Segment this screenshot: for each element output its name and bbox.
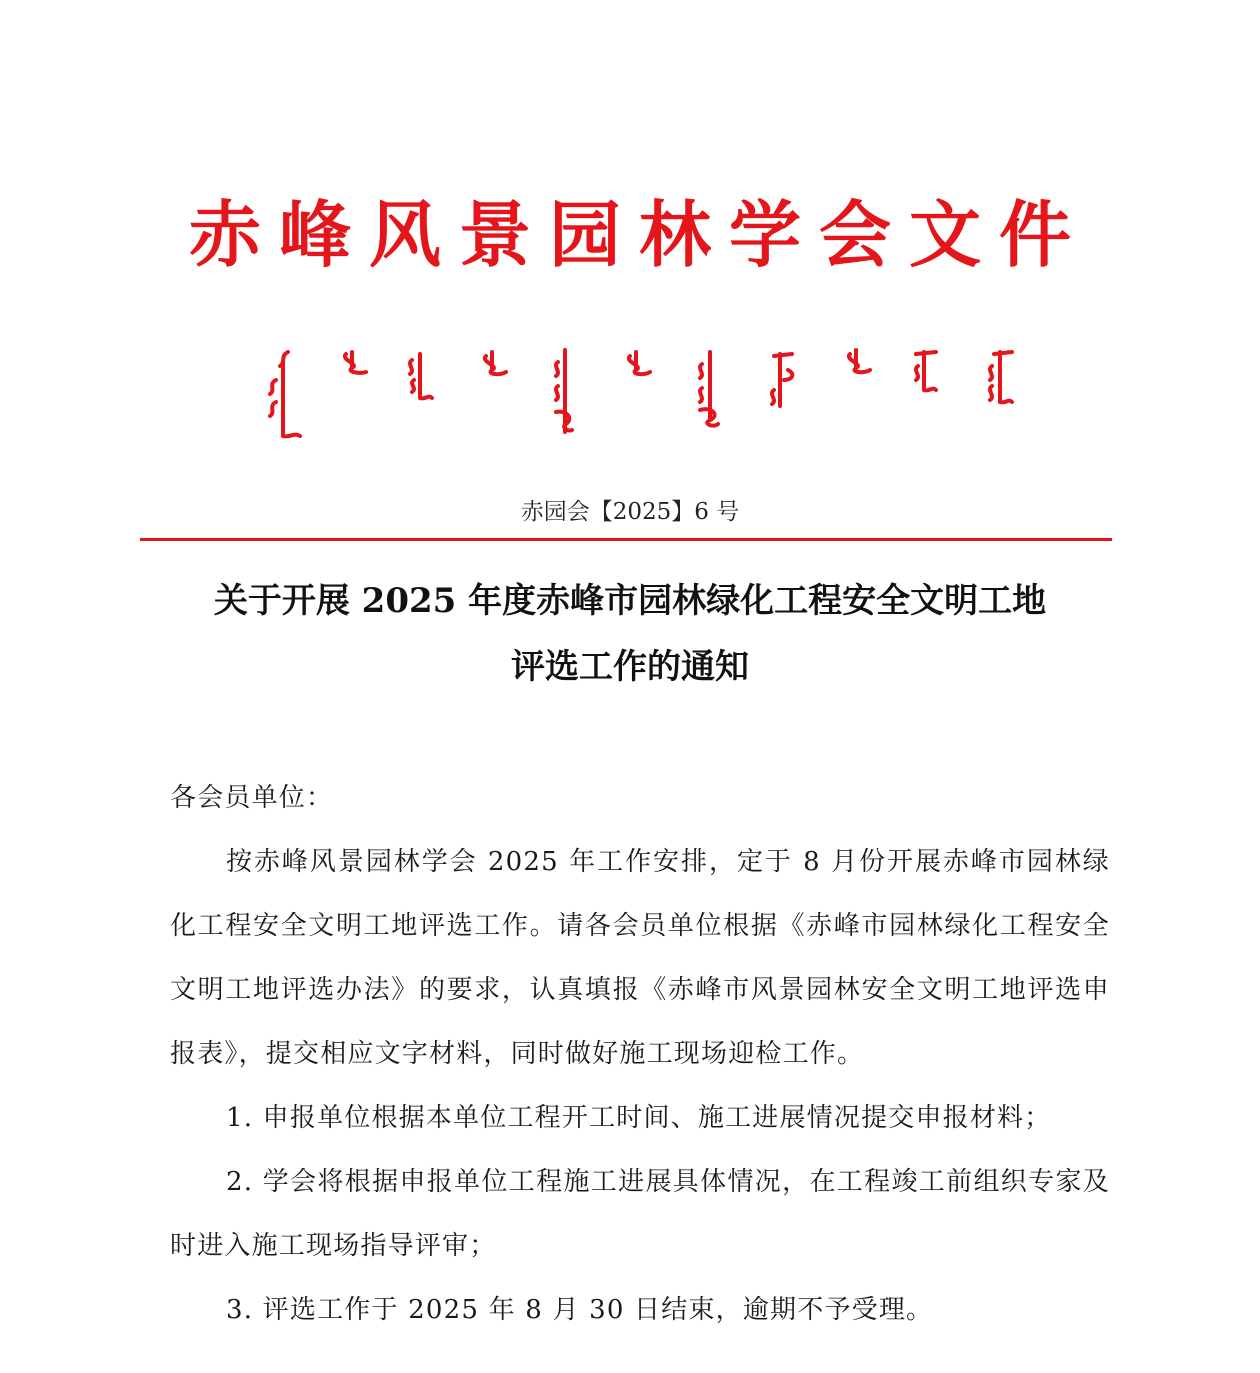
organization-title: 赤峰风景园林学会文件 [188,193,1089,277]
body-paragraph: 按赤峰风景园林学会 2025 年工作安排，定于 8 月份开展赤峰市园林绿化工程安全文明工地评选工作。请各会员单位根据《赤峰市园林绿化工程安全文明工地评选办法》的要求，认真填报《赤峰市风景园林安全文明工地评选申报表》，提交相应文字材料，同时做好施工现场迎检工作。 [170,847,1110,1069]
notice-title-line-2: 评选工作的通知 [511,647,749,687]
document-number: 赤园会【2025】6 号 [520,499,740,525]
notice-title [140,568,1120,700]
list-item-1: 1. 申报单位根据本单位工程开工时间、施工进展情况提交申报材料； [226,1103,1052,1133]
salutation: 各会员单位： [170,783,334,813]
list-item-2: 2. 学会将根据申报单位工程施工进展具体情况，在工程竣工前组织专家及时进入施工现场指导评审； [170,1167,1110,1261]
red-divider-line [140,538,1112,541]
mongolian-script-title [0,340,1260,450]
list-item-3: 3. 评选工作于 2025 年 8 月 30 日结束，逾期不予受理。 [226,1295,934,1325]
notice-title-line-1: 关于开展 2025 年度赤峰市园林绿化工程安全文明工地 [213,581,1047,621]
notice-body [170,766,1110,1342]
